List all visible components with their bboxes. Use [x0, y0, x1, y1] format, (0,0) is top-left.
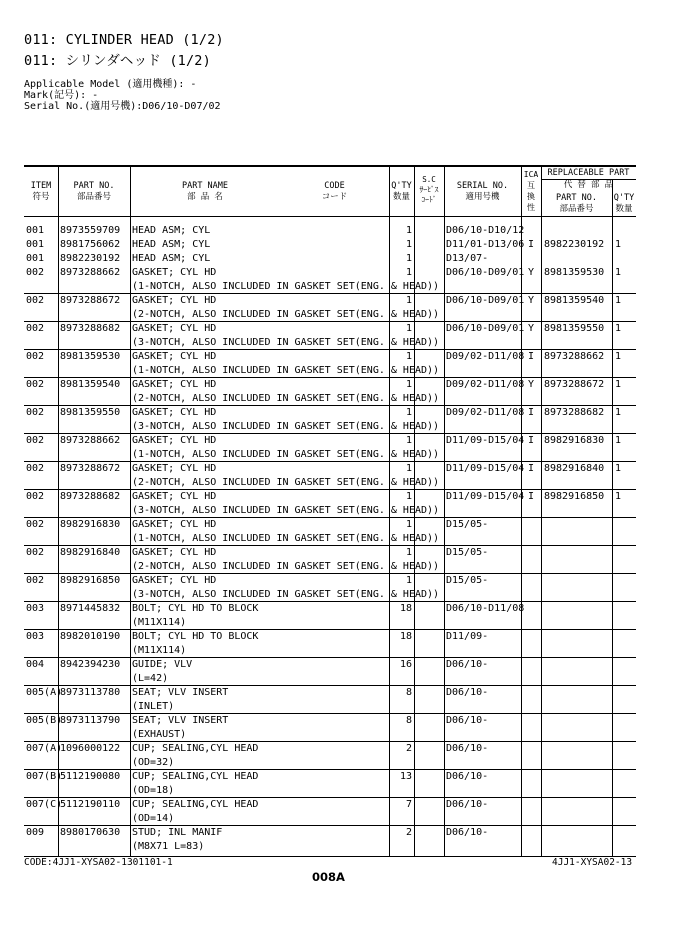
part-name-cell: HEAD ASM; CYL — [132, 225, 211, 236]
code-cell: (3-NOTCH, ALSO INCLUDED IN GASKET SET(ENG. & HEAD)) — [132, 589, 440, 600]
serial-cell: D06/10-D11/08 — [446, 603, 525, 614]
rep-qty-cell: 1 — [615, 295, 622, 306]
part-no-cell: 8981359540 — [60, 379, 121, 390]
col-serial: SERIAL NO. 適用号機 — [456, 181, 509, 202]
part-no-cell: 8982230192 — [60, 253, 121, 264]
footer-doc: 4JJ1-XYSA02-13 — [552, 857, 633, 868]
serial-cell: D11/09- — [446, 631, 489, 642]
part-no-cell: 8973288662 — [60, 435, 121, 446]
serial-cell: D06/10- — [446, 715, 489, 726]
qty-cell: 8 — [405, 715, 412, 726]
code-cell: (1-NOTCH, ALSO INCLUDED IN GASKET SET(ENG. & HEAD)) — [132, 281, 440, 292]
part-name-cell: GASKET; CYL HD — [132, 547, 217, 558]
serial-cell: D06/10- — [446, 799, 489, 810]
col-code: CODE コード — [321, 181, 348, 202]
col-replaceable: REPLACEABLE PART — [547, 168, 630, 178]
item-cell: 002 — [26, 295, 45, 306]
serial-cell: D09/02-D11/08 — [446, 379, 525, 390]
item-cell: 002 — [26, 407, 45, 418]
serial-cell: D11/01-D13/06 — [446, 239, 525, 250]
item-cell: 005(B) — [26, 715, 63, 726]
item-cell: 003 — [26, 631, 45, 642]
code-cell: (2-NOTCH, ALSO INCLUDED IN GASKET SET(ENG. & HEAD)) — [132, 561, 440, 572]
qty-cell: 1 — [405, 491, 412, 502]
item-cell: 001 — [26, 239, 45, 250]
col-ica: ICA 互 換 性 — [523, 170, 539, 212]
item-cell: 003 — [26, 603, 45, 614]
item-cell: 007(B) — [26, 771, 63, 782]
item-cell: 002 — [26, 435, 45, 446]
part-name-cell: HEAD ASM; CYL — [132, 253, 211, 264]
ica-cell: I — [528, 435, 535, 446]
serial-cell: D06/10- — [446, 827, 489, 838]
code-cell: (OD=32) — [132, 757, 175, 768]
item-cell: 001 — [26, 253, 45, 264]
item-cell: 007(C) — [26, 799, 63, 810]
part-name-cell: GASKET; CYL HD — [132, 295, 217, 306]
rep-qty-cell: 1 — [615, 379, 622, 390]
code-cell: (1-NOTCH, ALSO INCLUDED IN GASKET SET(ENG. & HEAD)) — [132, 449, 440, 460]
rep-part-no-cell: 8981359540 — [544, 295, 605, 306]
page-title-jp: 011: シリンダヘッド (1/2) — [24, 53, 211, 69]
serial-cell: D06/10-D09/01 — [446, 267, 525, 278]
serial-cell: D06/10- — [446, 687, 489, 698]
serial-cell: D06/10- — [446, 743, 489, 754]
qty-cell: 1 — [405, 239, 412, 250]
rep-part-no-cell: 8981359530 — [544, 267, 605, 278]
item-cell: 002 — [26, 491, 45, 502]
footer-code: CODE:4JJ1-XYSA02-1301101-1 — [24, 857, 173, 868]
qty-cell: 1 — [405, 351, 412, 362]
qty-cell: 7 — [405, 799, 412, 810]
item-cell: 002 — [26, 519, 45, 530]
item-cell: 002 — [26, 267, 45, 278]
code-cell: (2-NOTCH, ALSO INCLUDED IN GASKET SET(ENG. & HEAD)) — [132, 393, 440, 404]
serial-cell: D09/02-D11/08 — [446, 351, 525, 362]
col-item: ITEM 符号 — [30, 181, 52, 202]
part-no-cell: 8973559709 — [60, 225, 121, 236]
part-name-cell: SEAT; VLV INSERT — [132, 687, 229, 698]
qty-cell: 2 — [405, 743, 412, 754]
serial-cell: D15/05- — [446, 575, 489, 586]
ica-cell: Y — [528, 267, 535, 278]
qty-cell: 1 — [405, 253, 412, 264]
part-no-cell: 5112190080 — [60, 771, 121, 782]
part-name-cell: GUIDE; VLV — [132, 659, 193, 670]
part-no-cell: 8981359550 — [60, 407, 121, 418]
rep-qty-cell: 1 — [615, 351, 622, 362]
part-name-cell: GASKET; CYL HD — [132, 379, 217, 390]
col-rep-qty: Q'TY 数量 — [613, 193, 635, 214]
part-name-cell: STUD; INL MANIF — [132, 827, 223, 838]
qty-cell: 1 — [405, 519, 412, 530]
qty-cell: 1 — [405, 463, 412, 474]
part-no-cell: 8982916850 — [60, 575, 121, 586]
rep-part-no-cell: 8982230192 — [544, 239, 605, 250]
serial-cell: D06/10-D09/01 — [446, 323, 525, 334]
code-cell: (1-NOTCH, ALSO INCLUDED IN GASKET SET(ENG. & HEAD)) — [132, 365, 440, 376]
part-no-cell: 8973113790 — [60, 715, 121, 726]
part-name-cell: BOLT; CYL HD TO BLOCK — [132, 631, 259, 642]
rep-part-no-cell: 8982916840 — [544, 463, 605, 474]
part-name-cell: GASKET; CYL HD — [132, 407, 217, 418]
qty-cell: 13 — [399, 771, 412, 782]
part-name-cell: HEAD ASM; CYL — [132, 239, 211, 250]
col-part-no: PART NO. 部品番号 — [73, 181, 115, 202]
part-no-cell: 8982916830 — [60, 519, 121, 530]
part-no-cell: 8982916840 — [60, 547, 121, 558]
item-cell: 002 — [26, 575, 45, 586]
rep-part-no-cell: 8973288672 — [544, 379, 605, 390]
ica-cell: I — [528, 491, 535, 502]
serial-cell: D11/09-D15/04 — [446, 463, 525, 474]
part-no-cell: 8973113780 — [60, 687, 121, 698]
item-cell: 002 — [26, 463, 45, 474]
rep-part-no-cell: 8982916830 — [544, 435, 605, 446]
part-no-cell: 8980170630 — [60, 827, 121, 838]
part-no-cell: 8982010190 — [60, 631, 121, 642]
mark: Mark(記号): - — [24, 90, 99, 101]
code-cell: (M8X71 L=83) — [132, 841, 205, 852]
qty-cell: 1 — [405, 435, 412, 446]
serial-cell: D06/10-D10/12 — [446, 225, 525, 236]
serial-range: Serial No.(適用号機):D06/10-D07/02 — [24, 101, 221, 112]
rep-part-no-cell: 8973288682 — [544, 407, 605, 418]
qty-cell: 1 — [405, 323, 412, 334]
code-cell: (M11X114) — [132, 645, 187, 656]
col-replaceable-jp: 代 替 部 品 — [563, 180, 614, 190]
qty-cell: 8 — [405, 687, 412, 698]
col-sc: S.C ｻｰﾋﾞｽ ｺｰﾄﾞ — [419, 175, 439, 204]
qty-cell: 18 — [399, 603, 412, 614]
rep-qty-cell: 1 — [615, 323, 622, 334]
part-name-cell: GASKET; CYL HD — [132, 323, 217, 334]
code-cell: (INLET) — [132, 701, 175, 712]
rep-part-no-cell: 8982916850 — [544, 491, 605, 502]
part-no-cell: 8973288672 — [60, 463, 121, 474]
qty-cell: 1 — [405, 407, 412, 418]
code-cell: (2-NOTCH, ALSO INCLUDED IN GASKET SET(ENG. & HEAD)) — [132, 477, 440, 488]
qty-cell: 1 — [405, 379, 412, 390]
item-cell: 001 — [26, 225, 45, 236]
part-no-cell: 8971445832 — [60, 603, 121, 614]
part-no-cell: 8973288672 — [60, 295, 121, 306]
part-no-cell: 1096000122 — [60, 743, 121, 754]
code-cell: (1-NOTCH, ALSO INCLUDED IN GASKET SET(ENG. & HEAD)) — [132, 533, 440, 544]
part-no-cell: 8973288682 — [60, 323, 121, 334]
part-name-cell: GASKET; CYL HD — [132, 519, 217, 530]
code-cell: (3-NOTCH, ALSO INCLUDED IN GASKET SET(ENG. & HEAD)) — [132, 505, 440, 516]
part-name-cell: CUP; SEALING,CYL HEAD — [132, 799, 259, 810]
page-title: 011: CYLINDER HEAD (1/2) — [24, 32, 224, 48]
serial-cell: D11/09-D15/04 — [446, 491, 525, 502]
part-name-cell: SEAT; VLV INSERT — [132, 715, 229, 726]
serial-cell: D09/02-D11/08 — [446, 407, 525, 418]
serial-cell: D15/05- — [446, 547, 489, 558]
ica-cell: I — [528, 239, 535, 250]
item-cell: 002 — [26, 323, 45, 334]
qty-cell: 1 — [405, 295, 412, 306]
part-no-cell: 8981359530 — [60, 351, 121, 362]
rep-qty-cell: 1 — [615, 463, 622, 474]
part-no-cell: 8973288682 — [60, 491, 121, 502]
part-name-cell: GASKET; CYL HD — [132, 351, 217, 362]
ica-cell: I — [528, 351, 535, 362]
part-no-cell: 8981756062 — [60, 239, 121, 250]
ica-cell: Y — [528, 295, 535, 306]
code-cell: (3-NOTCH, ALSO INCLUDED IN GASKET SET(ENG. & HEAD)) — [132, 421, 440, 432]
ica-cell: I — [528, 463, 535, 474]
part-name-cell: CUP; SEALING,CYL HEAD — [132, 771, 259, 782]
qty-cell: 1 — [405, 267, 412, 278]
item-cell: 004 — [26, 659, 45, 670]
code-cell: (M11X114) — [132, 617, 187, 628]
qty-cell: 1 — [405, 225, 412, 236]
ica-cell: Y — [528, 379, 535, 390]
rep-part-no-cell: 8981359550 — [544, 323, 605, 334]
part-name-cell: CUP; SEALING,CYL HEAD — [132, 743, 259, 754]
part-name-cell: GASKET; CYL HD — [132, 575, 217, 586]
code-cell: (2-NOTCH, ALSO INCLUDED IN GASKET SET(ENG. & HEAD)) — [132, 309, 440, 320]
rep-qty-cell: 1 — [615, 407, 622, 418]
ica-cell: Y — [528, 323, 535, 334]
part-name-cell: GASKET; CYL HD — [132, 267, 217, 278]
part-name-cell: GASKET; CYL HD — [132, 435, 217, 446]
part-name-cell: GASKET; CYL HD — [132, 463, 217, 474]
code-cell: (EXHAUST) — [132, 729, 187, 740]
rep-qty-cell: 1 — [615, 491, 622, 502]
rep-qty-cell: 1 — [615, 239, 622, 250]
page-number: 008A — [312, 870, 345, 884]
qty-cell: 16 — [399, 659, 412, 670]
qty-cell: 18 — [399, 631, 412, 642]
part-no-cell: 5112190110 — [60, 799, 121, 810]
parts-table — [24, 165, 636, 857]
rep-qty-cell: 1 — [615, 435, 622, 446]
code-cell: (L=42) — [132, 673, 169, 684]
serial-cell: D06/10- — [446, 659, 489, 670]
col-qty: Q'TY 数量 — [391, 181, 412, 202]
part-no-cell: 8942394230 — [60, 659, 121, 670]
serial-cell: D13/07- — [446, 253, 489, 264]
rep-qty-cell: 1 — [615, 267, 622, 278]
code-cell: (3-NOTCH, ALSO INCLUDED IN GASKET SET(ENG. & HEAD)) — [132, 337, 440, 348]
item-cell: 005(A) — [26, 687, 63, 698]
ica-cell: I — [528, 407, 535, 418]
part-no-cell: 8973288662 — [60, 267, 121, 278]
col-part-name: PART NAME 部 品 名 — [181, 181, 229, 202]
qty-cell: 1 — [405, 547, 412, 558]
rep-part-no-cell: 8973288662 — [544, 351, 605, 362]
serial-cell: D11/09-D15/04 — [446, 435, 525, 446]
part-name-cell: GASKET; CYL HD — [132, 491, 217, 502]
item-cell: 009 — [26, 827, 45, 838]
applicable-model: Applicable Model (適用機種): - — [24, 79, 197, 90]
code-cell: (OD=14) — [132, 813, 175, 824]
item-cell: 002 — [26, 351, 45, 362]
item-cell: 007(A) — [26, 743, 63, 754]
item-cell: 002 — [26, 379, 45, 390]
part-name-cell: BOLT; CYL HD TO BLOCK — [132, 603, 259, 614]
code-cell: (OD=18) — [132, 785, 175, 796]
qty-cell: 2 — [405, 827, 412, 838]
serial-cell: D06/10-D09/01 — [446, 295, 525, 306]
serial-cell: D15/05- — [446, 519, 489, 530]
qty-cell: 1 — [405, 575, 412, 586]
col-rep-part-no: PART NO. 部品番号 — [556, 193, 597, 214]
item-cell: 002 — [26, 547, 45, 558]
serial-cell: D06/10- — [446, 771, 489, 782]
